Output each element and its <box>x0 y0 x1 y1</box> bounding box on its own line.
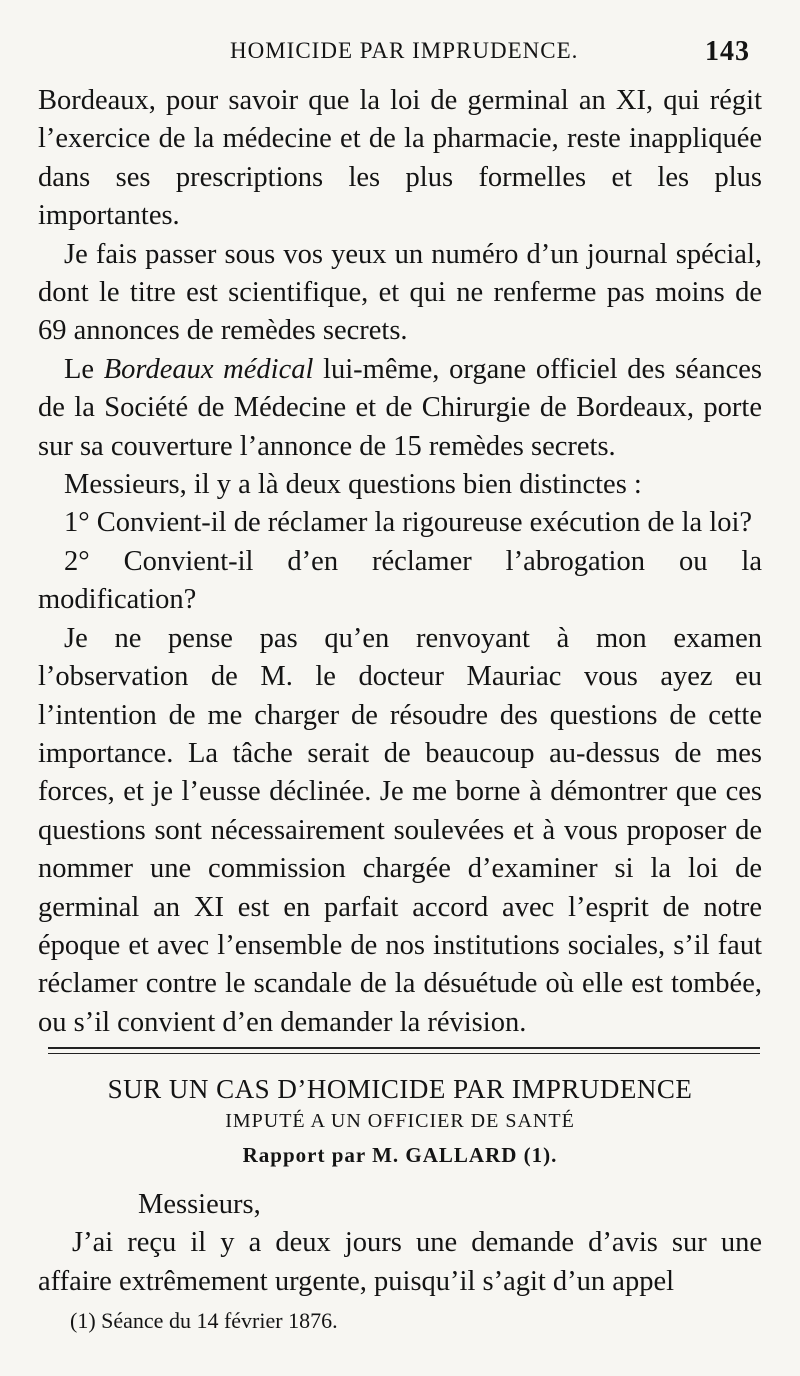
paragraph-journal: Je fais passer sous vos yeux un numéro d’un journal spécial, dont le titre est scientifique, et qui ne renferme pas moins de 69 annonces de remèdes secrets. <box>38 238 762 347</box>
article-opening: J’ai reçu il y a deux jours une demande d’avis sur une affaire extrêmement urgente, puisqu’il s’agit d’un appel <box>38 1227 762 1297</box>
p3-end: lui-même, organe officiel des séances de la Société de Médecine et de Chirurgie de Bordeaux, porte sur sa couverture l’annonce de 15 remèdes secrets. <box>38 353 762 462</box>
article-heading <box>38 1072 762 1174</box>
article-byline: Rapport par M. GALLARD (1). <box>242 1143 558 1167</box>
p3-start: Le <box>64 353 104 385</box>
article-subtitle: IMPUTÉ A UN OFFICIER DE SANTÉ <box>225 1110 575 1132</box>
divider-thin <box>48 1053 760 1054</box>
footnote: (1) Séance du 14 février 1876. <box>70 1308 338 1333</box>
running-title: HOMICIDE PAR IMPRUDENCE. <box>230 38 579 63</box>
main-text <box>38 82 762 1042</box>
divider-thick <box>48 1047 760 1049</box>
running-header <box>60 38 750 78</box>
salutation: Messieurs, <box>138 1189 261 1220</box>
article-title: SUR UN CAS D’HOMICIDE PAR IMPRUDENCE <box>107 1074 693 1104</box>
paragraph-bordeaux-medical <box>38 351 762 466</box>
paragraph-questions-intro: Messieurs, il y a là deux questions bien distinctes : <box>64 469 642 501</box>
article-body <box>38 1186 762 1301</box>
paragraph-continuation: Bordeaux, pour savoir que la loi de germinal an XI, qui régit l’exercice de la médecine et de la pharmacie, reste inappliquée dans ses prescriptions les plus formelles et les plus importantes. <box>38 85 762 232</box>
question-1: 1° Convient-il de réclamer la rigoureuse exécution de la loi? <box>64 507 753 539</box>
journal-title-italic: Bordeaux médical <box>103 353 314 385</box>
paragraph-conclusion: Je ne pense pas qu’en renvoyant à mon examen l’observation de M. le docteur Mauriac vous ayez eu l’intention de me charger de résoudre des questions de cette importance. La tâche serait de beaucoup au-dessus de mes forces, et je l’eusse déclinée. Je me borne à démontrer que ces questions sont nécessairement soulevées et à vous proposer de nommer une commission chargée d’examiner si la loi de germinal an XI est en parfait accord avec l’esprit de notre époque et avec l’ensemble de nos institutions sociales, s’il faut réclamer contre le scandale de la désuétude où elle est tombée, ou s’il convient d’en demander la révision. <box>38 622 762 1038</box>
section-divider <box>48 1047 760 1054</box>
question-2: 2° Convient-il d’en réclamer l’abrogation ou la modification? <box>38 545 762 616</box>
page-number: 143 <box>705 36 750 67</box>
